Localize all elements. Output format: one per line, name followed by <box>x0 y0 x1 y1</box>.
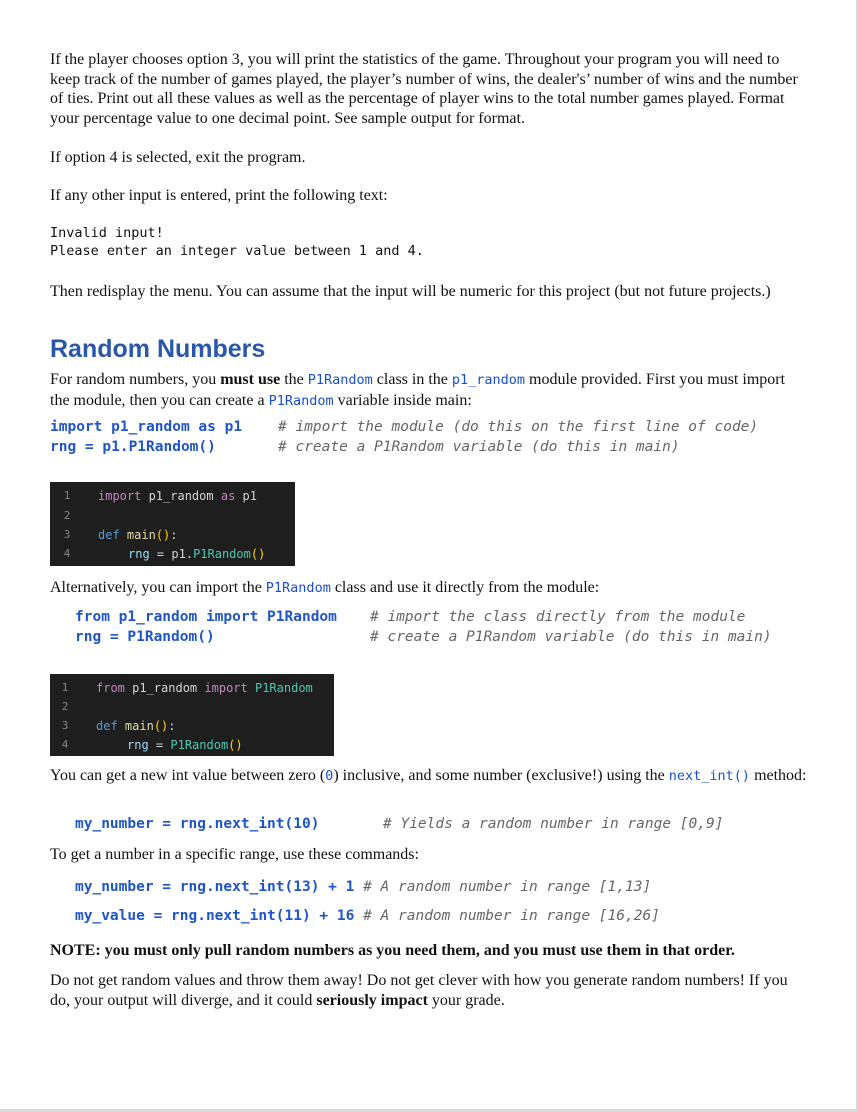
code-line: from p1_random import P1Random # import the class directly from the module <box>75 609 746 625</box>
editor-line-4: rng = P1Random() <box>127 738 243 752</box>
editor-line-1: from p1_random import P1Random <box>96 681 313 695</box>
editor-line-4: rng = p1.P1Random() <box>128 547 266 561</box>
range-code-block <box>75 873 660 931</box>
code-line: my_value = rng.next_int(11) + 16 # A random number in range [16,26] <box>75 908 660 924</box>
next-int-paragraph: You can get a new int value between zero (0) inclusive, and some number (exclusive!) using the next_int() method: <box>50 767 807 784</box>
code-line: import p1_random as p1 # import the module (do this on the first line of code) <box>50 419 759 435</box>
alternative-paragraph: Alternatively, you can import the P1Random class and use it directly from the module: <box>50 579 600 596</box>
other-input-paragraph: If any other input is entered, print the following text: <box>50 187 388 204</box>
import-code-block <box>50 417 758 457</box>
p1random-class-ref-3: P1Random <box>265 580 331 596</box>
editor-screenshot-2: 1 2 3 4 from p1_random import P1Random def main(): rng = P1Random() <box>50 674 334 756</box>
option4-paragraph: If option 4 is selected, exit the program. <box>50 149 306 166</box>
invalid-output-line-1: Invalid input! <box>50 225 164 241</box>
code-line: my_number = rng.next_int(10) # Yields a random number in range [0,9] <box>75 816 724 832</box>
next-int-method-ref: next_int() <box>668 768 751 784</box>
editor-line-3: def main(): <box>98 528 178 542</box>
redisplay-paragraph: Then redisplay the menu. You can assume that the input will be numeric for this project (but not future projects.) <box>50 283 771 300</box>
p1-random-module-ref: p1_random <box>451 372 526 388</box>
p1random-class-ref: P1Random <box>307 372 373 388</box>
random-intro-paragraph: For random numbers, you must use the P1Random class in the p1_random module provided. First you must import the module, then you can create a P1Random variable inside main: <box>50 371 786 409</box>
from-import-code-block <box>75 607 772 647</box>
code-line: rng = P1Random() # create a P1Random variable (do this in main) <box>75 629 772 645</box>
stats-paragraph: If the player chooses option 3, you will print the statistics of the game. Throughout your program you will need to keep track of the number of games played, the player’s number of wins, the dealer's’ number of wins and the number of ties. Print out all these values as well as the percentage of player wins to the total number games played. Format your percentage value to one decimal point. See sample output for format. <box>50 51 798 127</box>
warning-paragraph: Do not get random values and throw them away! Do not get clever with how you generate random numbers! If you do, your output will diverge, and it could seriously impact your grade. <box>50 972 788 1009</box>
section-heading: Random Numbers <box>50 335 266 363</box>
p1random-class-ref-2: P1Random <box>268 392 334 409</box>
editor-line-3: def main(): <box>96 719 176 733</box>
editor-screenshot-1: 1 2 3 4 import p1_random as p1 def main(): rng = p1.P1Random() <box>50 482 295 566</box>
invalid-output-line-2: Please enter an integer value between 1 and 4. <box>50 243 424 259</box>
code-line: rng = p1.P1Random() # create a P1Random variable (do this in main) <box>50 439 680 455</box>
code-line: my_number = rng.next_int(13) + 1 # A random number in range [1,13] <box>75 879 652 895</box>
editor-line-1: import p1_random as p1 <box>98 489 257 503</box>
range-paragraph: To get a number in a specific range, use these commands: <box>50 846 419 863</box>
next-int-code-block <box>75 814 723 834</box>
note-paragraph: NOTE: you must only pull random numbers as you need them, and you must use them in that order. <box>50 942 735 959</box>
